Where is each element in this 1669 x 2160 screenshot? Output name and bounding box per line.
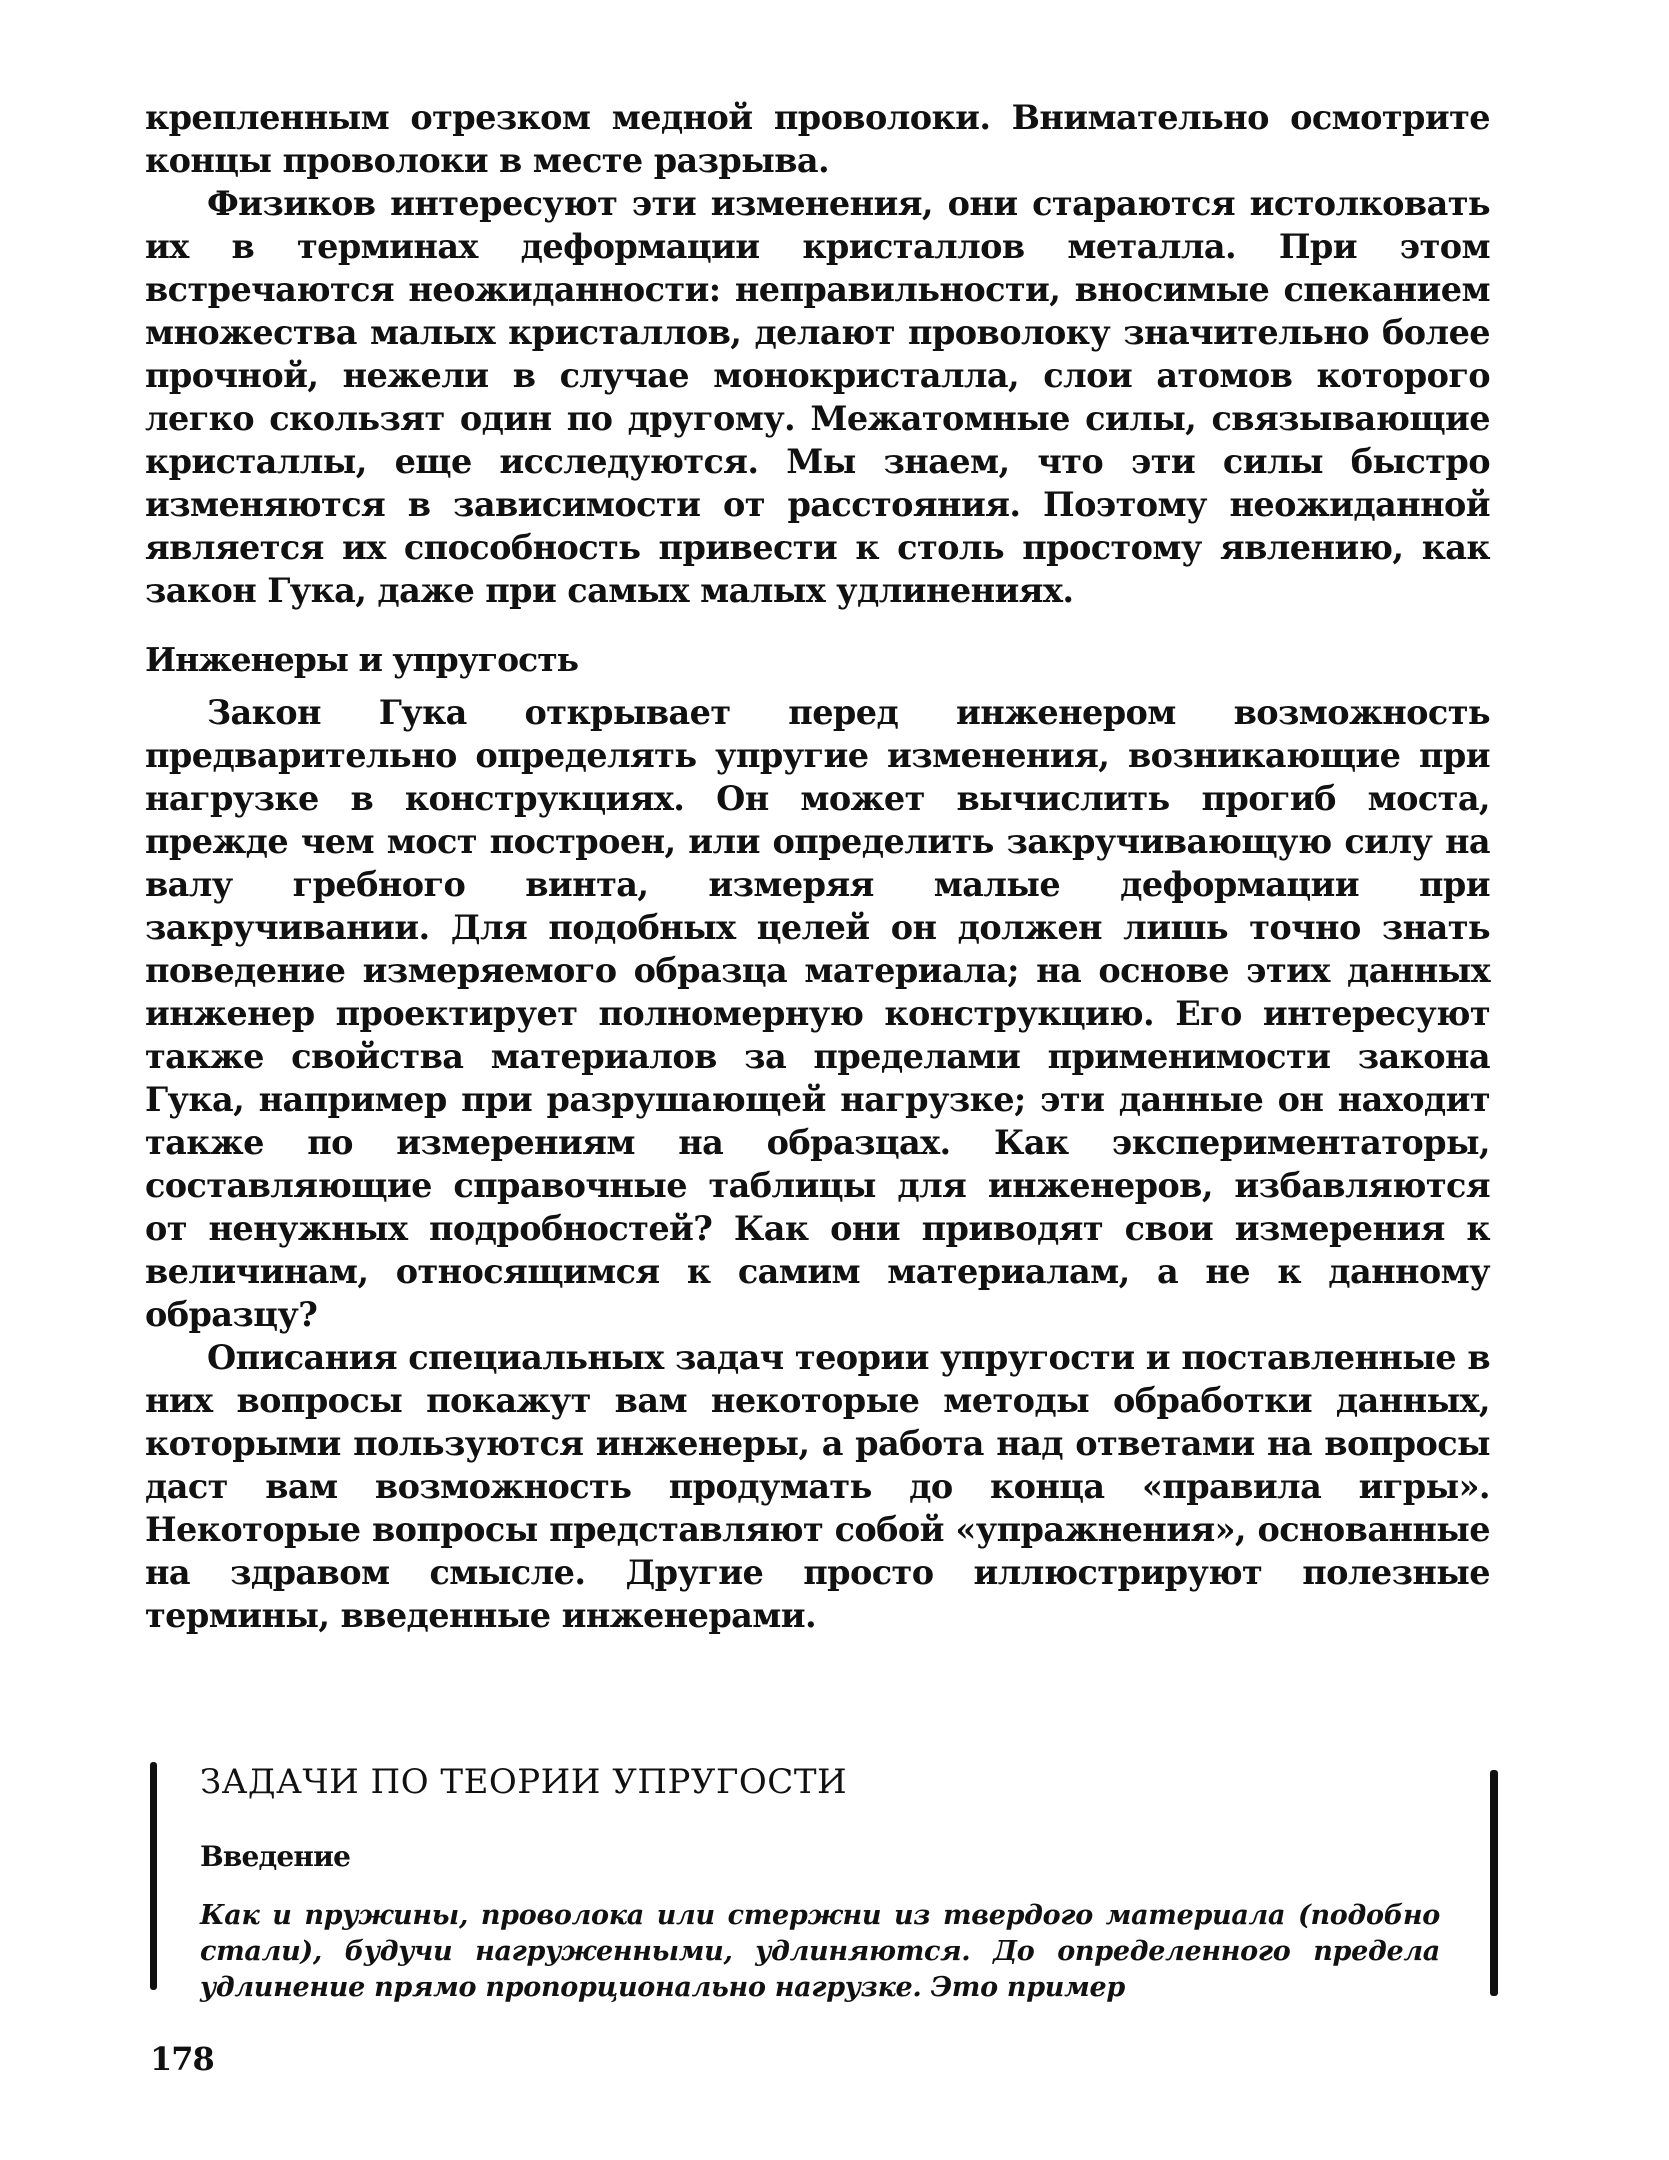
paragraph-physicists: Физиков интересуют эти изменения, они стараются истолковать их в терминах деформации кристаллов металла. При этом встречаются неожиданности: неправильности, вносимые спеканием множества малых кристаллов, делают проволоку значительно более прочной, нежели в случае монокристалла, слои атомов которого легко скользят один по другому. Межатомные силы, связывающие кристаллы, еще исследуются. Мы знаем, что эти силы быстро изменяются в зависимости от расстояния. Поэтому неожиданной является их способность привести к столь простому явлению, как закон Гука, даже при самых малых удлинениях. [145, 184, 1490, 610]
box-subtitle: Введение [200, 1840, 351, 1873]
paragraph-descriptions: Описания специальных задач теории упругости и поставленные в них вопросы покажут вам некоторые методы обработки данных, которыми пользуются инженеры, а работа над ответами на вопросы даст вам возможность продумать до конца «правила игры». Некоторые вопросы представляют собой «упражнения», основанные на здравом смысле. Другие просто иллюстрируют полезные термины, введенные инженерами. [145, 1338, 1490, 1635]
paragraph-continuation: крепленным отрезком медной проволоки. Внимательно осмотрите концы проволоки в месте разрыва. [145, 98, 1490, 180]
page-number: 178 [150, 2040, 214, 2078]
box-italic-text: Как и пружины, проволока или стержни из твердого материала (подобно стали), будучи нагруженными, удлиняются. До определенного предела удлинение прямо пропорционально нагрузке. Это пример [200, 1900, 1440, 2003]
box-title: ЗАДАЧИ ПО ТЕОРИИ УПРУГОСТИ [200, 1762, 848, 1802]
box-left-rule [150, 1762, 157, 1990]
problem-box [150, 1762, 1498, 2003]
section-heading: Инженеры и упругость [145, 640, 579, 679]
box-right-rule [1490, 1770, 1498, 1996]
paragraph-hooke-law: Закон Гука открывает перед инженером возможность предварительно определять упругие изменения, возникающие при нагрузке в конструкциях. Он может вычислить прогиб моста, прежде чем мост построен, или определить закручивающую силу на валу гребного винта, измеряя малые деформации при закручивании. Для подобных целей он должен лишь точно знать поведение измеряемого образца материала; на основе этих данных инженер проектирует полномерную конструкцию. Его интересуют также свойства материалов за пределами применимости закона Гука, например при разрушающей нагрузке; эти данные он находит также по измерениям на образцах. Как экспериментаторы, составляющие справочные таблицы для инженеров, избавляются от ненужных подробностей? Как они приводят свои измерения к величинам, относящимся к самим материалам, а не к данному образцу? [145, 693, 1490, 1334]
page-body [145, 96, 1490, 1637]
